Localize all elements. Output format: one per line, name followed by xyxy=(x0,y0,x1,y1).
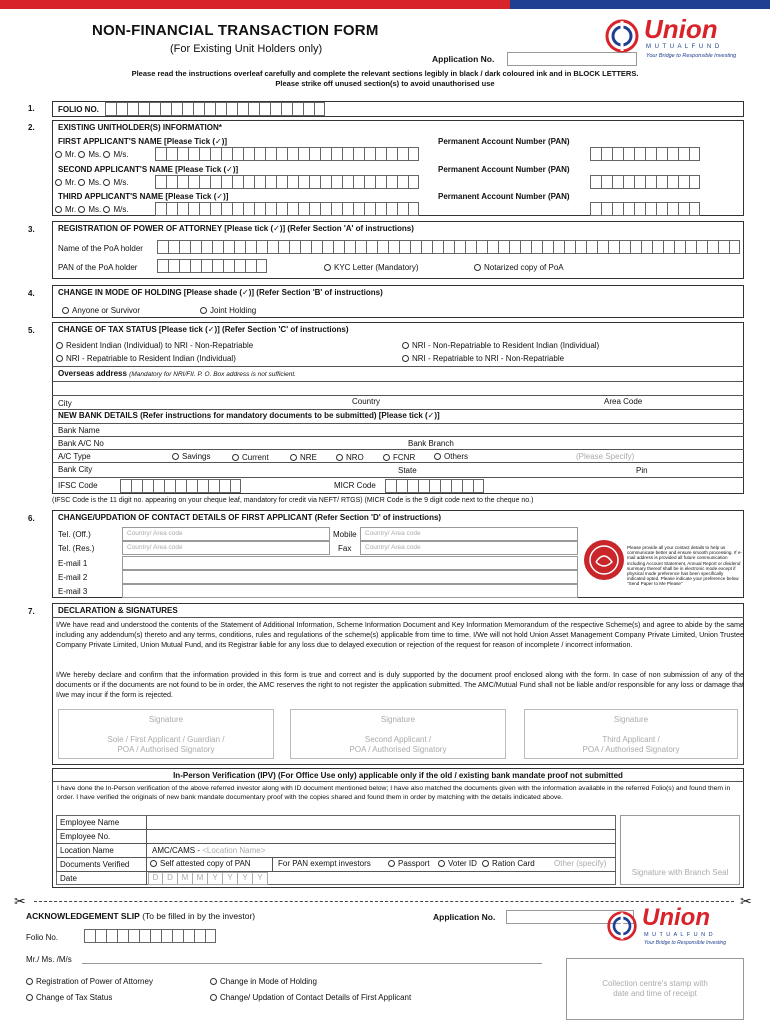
form-subtitle: (For Existing Unit Holders only) xyxy=(170,43,323,55)
email-2-label: E-mail 2 xyxy=(58,573,88,582)
email-2-input[interactable] xyxy=(122,570,578,584)
section-5-number: 5. xyxy=(28,326,35,335)
employee-name-label: Employee Name xyxy=(60,818,120,827)
nre-option[interactable]: NRE xyxy=(290,453,317,462)
first-title-options[interactable]: Mr. Ms. M/s. xyxy=(55,150,129,159)
email-3-label: E-mail 3 xyxy=(58,587,88,596)
section-6-title: CHANGE/UPDATION OF CONTACT DETAILS OF FIRST APPLICANT (Refer Section 'D' of instructions) xyxy=(58,513,442,522)
ration-card-option[interactable]: Ration Card xyxy=(482,859,535,868)
scissors-icon-left: ✂ xyxy=(14,893,26,909)
mobile-label: Mobile xyxy=(333,530,357,539)
ack-option-tax[interactable]: Change of Tax Status xyxy=(26,993,112,1002)
application-no-label: Application No. xyxy=(432,54,495,64)
location-value[interactable]: AMC/CAMS - <Location Name> xyxy=(152,846,266,855)
ack-name-line[interactable] xyxy=(82,963,542,964)
third-pan-cells[interactable] xyxy=(590,202,700,216)
micr-cells[interactable] xyxy=(385,479,484,493)
branch-seal-box[interactable]: Signature with Branch Seal xyxy=(620,815,740,885)
folio-cells[interactable] xyxy=(105,102,325,116)
ack-union-logo: Union M U T U A L F U N D Your Bridge to Responsible Investing xyxy=(600,906,760,950)
poa-name-cells[interactable] xyxy=(157,240,740,254)
section-3-number: 3. xyxy=(28,225,35,234)
pan-exempt-label: For PAN exempt investors xyxy=(278,859,371,868)
location-name-label: Location Name xyxy=(60,846,114,855)
area-code-label: Area Code xyxy=(604,397,643,406)
state-label: State xyxy=(398,466,417,475)
ifsc-label: IFSC Code xyxy=(58,481,98,490)
ack-folio-label: Folio No. xyxy=(26,933,59,942)
section-5-title: CHANGE OF TAX STATUS [Please tick (✓)] (Refer Section 'C' of instructions) xyxy=(58,325,349,334)
tax-option-4[interactable]: NRI - Repatriable to NRI - Non-Repatriable xyxy=(402,354,564,363)
instruction-line-2: Please strike off unused section(s) to avoid unauthorised use xyxy=(275,79,495,88)
ack-union-logo-icon xyxy=(606,908,638,944)
savings-option[interactable]: Savings xyxy=(172,452,210,461)
ifsc-cells[interactable] xyxy=(120,479,241,493)
documents-verified-label: Documents Verified xyxy=(60,860,130,869)
section-4-title: CHANGE IN MODE OF HOLDING [Please shade (✓)] (Refer Section 'B' of instructions) xyxy=(58,288,383,297)
ack-option-contact[interactable]: Change/ Updation of Contact Details of First Applicant xyxy=(210,993,411,1002)
micr-label: MICR Code xyxy=(334,481,376,490)
voter-id-option[interactable]: Voter ID xyxy=(438,859,477,868)
bank-name-label: Bank Name xyxy=(58,426,100,435)
tel-res-input[interactable]: Country/ Area code xyxy=(122,541,330,555)
union-logo-icon xyxy=(604,16,640,56)
nro-option[interactable]: NRO xyxy=(336,453,364,462)
bank-details-title: NEW BANK DETAILS (Refer instructions for mandatory documents to be submitted) [Please tick (✓)] xyxy=(58,411,440,420)
bank-branch-label: Bank Branch xyxy=(408,439,454,448)
overseas-address-label: Overseas address (Mandatory for NRI/FII. P. O. Box address is not sufficient. xyxy=(58,369,296,378)
first-pan-label: Permanent Account Number (PAN) xyxy=(438,137,570,146)
tax-option-3[interactable]: NRI - Non-Repatriable to Resident Indian (Individual) xyxy=(402,341,599,350)
section-3-title: REGISTRATION OF POWER OF ATTORNEY [Please tick (✓)] (Refer Section 'A' of instructions) xyxy=(58,224,414,233)
city-label: City xyxy=(58,399,72,408)
section-7-title: DECLARATION & SIGNATURES xyxy=(58,606,178,615)
second-applicant-label: SECOND APPLICANT'S NAME [Please Tick (✓)] xyxy=(58,165,239,174)
section-4-number: 4. xyxy=(28,289,35,298)
section-6-number: 6. xyxy=(28,514,35,523)
mobile-input[interactable]: Country/ Area code xyxy=(360,527,578,541)
date-label: Date xyxy=(60,874,77,883)
union-logo: Union M U T U A L F U N D Your Bridge to Responsible Investing xyxy=(600,14,760,62)
other-specify-hint: Other (specify) xyxy=(554,859,607,868)
folio-label: FOLIO NO. xyxy=(58,105,99,114)
section-1-number: 1. xyxy=(28,104,35,113)
section-2-number: 2. xyxy=(28,123,35,132)
ifsc-micr-note: (IFSC Code is the 11 digit no. appearing on your cheque leaf, mandatory for credit via NEFT/ RTGS) (MICR Code is the 9 digit code next to the cheque no.) xyxy=(52,497,534,504)
tel-res-label: Tel. (Res.) xyxy=(58,544,95,553)
first-pan-cells[interactable] xyxy=(590,147,700,161)
please-specify-hint: (Please Specify) xyxy=(576,452,635,461)
second-title-options[interactable]: Mr. Ms. M/s. xyxy=(55,178,129,187)
cut-line xyxy=(34,901,734,902)
country-label: Country xyxy=(352,397,381,406)
fax-input[interactable]: Country/ Area code xyxy=(360,541,578,555)
declaration-paragraph-2: I/We hereby declare and confirm that the information provided in this form is true and correct and is duly supported by the document proof enclosed along with the form. In case of non submission of any of the documents or if the documents are not found to be in order, the AMC reserves the right to not register the application submitted. The AMC/Mutual Fund shall not be liable and/or responsible for any loss or damage that I/we may incur if the form is rejected. xyxy=(56,670,744,699)
kyc-letter-option[interactable]: KYC Letter (Mandatory) xyxy=(324,263,418,272)
email-3-input[interactable] xyxy=(122,584,578,598)
ipv-text: I have done the In-Person verification of the above referred investor along with ID document mentioned below; I have also matched the documents given with the information available in the referred Folio(s) and found them in order. I have verified the originals of new bank mandate documentary proof with the copies shared and found them in order by matching with the details indicated above. xyxy=(57,785,731,801)
notarized-poa-option[interactable]: Notarized copy of PoA xyxy=(474,263,564,272)
first-applicant-label: FIRST APPLICANT'S NAME [Please Tick (✓)] xyxy=(58,137,228,146)
second-pan-label: Permanent Account Number (PAN) xyxy=(438,165,570,174)
tax-option-2[interactable]: NRI - Repatriable to Resident Indian (Individual) xyxy=(56,354,236,363)
section-2-title: EXISTING UNITHOLDER(S) INFORMATION* xyxy=(58,123,222,132)
tel-off-label: Tel. (Off.) xyxy=(58,530,91,539)
third-title-options[interactable]: Mr. Ms. M/s. xyxy=(55,205,129,214)
ack-name-label: Mr./ Ms. /M/s xyxy=(26,955,72,964)
date-cells[interactable]: D D M M Y Y Y Y xyxy=(148,872,268,885)
joint-holding-option[interactable]: Joint Holding xyxy=(200,306,256,315)
tel-off-input[interactable]: Country/ Area code xyxy=(122,527,330,541)
fax-label: Fax xyxy=(338,544,352,553)
ack-option-poa[interactable]: Registration of Power of Attorney xyxy=(26,977,153,986)
ipv-title: In-Person Verification (IPV) (For Office Use only) applicable only if the old / existing bank mandate proof not submitted xyxy=(173,771,623,780)
bank-city-label: Bank City xyxy=(58,465,93,474)
poa-pan-cells[interactable] xyxy=(157,259,267,273)
ack-folio-cells[interactable] xyxy=(84,929,216,943)
anyone-or-survivor-option[interactable]: Anyone or Survivor xyxy=(62,306,140,315)
ack-option-holding[interactable]: Change in Mode of Holding xyxy=(210,977,317,986)
third-pan-label: Permanent Account Number (PAN) xyxy=(438,192,570,201)
signature-box-3[interactable]: Signature Third Applicant / POA / Authorised Signatory xyxy=(524,709,738,759)
signature-box-1[interactable]: Signature Sole / First Applicant / Guardian / POA / Authorised Signatory xyxy=(58,709,274,759)
email-1-label: E-mail 1 xyxy=(58,559,88,568)
section-7-number: 7. xyxy=(28,607,35,616)
third-name-cells[interactable] xyxy=(155,202,419,216)
second-pan-cells[interactable] xyxy=(590,175,700,189)
second-name-cells[interactable] xyxy=(155,175,419,189)
signature-box-2[interactable]: Signature Second Applicant / POA / Authorised Signatory xyxy=(290,709,506,759)
tax-option-1[interactable]: Resident Indian (Individual) to NRI - Non-Repatriable xyxy=(56,341,253,350)
third-applicant-label: THIRD APPLICANT'S NAME [Please Tick (✓)] xyxy=(58,192,229,201)
ac-type-label: A/C Type xyxy=(58,452,91,461)
eco-badge-icon xyxy=(584,540,624,580)
bank-ac-label: Bank A/C No xyxy=(58,439,104,448)
declaration-paragraph-1: I/We have read and understood the contents of the Statement of Additional Information, Scheme Information Document and Key Information Memorandum of the respective Scheme(s) and agree to abide by the same including any addendum(s) thereto and any terms, conditions, rules and regulations of the scheme(s) applicable from time to time. I/We will not hold Union Asset Management Company Private Limited, Union Trustee Company Private Limited, Union Mutual Fund, and its Registrar liable for any loss due to delayed execution or rejection of the request for reason of incomplete / incorrect information. xyxy=(56,620,744,649)
email-1-input[interactable] xyxy=(122,556,578,570)
pin-label: Pin xyxy=(636,466,648,475)
instruction-line-1: Please read the instructions overleaf carefully and complete the relevant sections legibly in black / dark coloured ink and in BLOCK LETTERS. xyxy=(131,69,639,78)
ack-title: ACKNOWLEDGEMENT SLIP (To be filled in by the investor) xyxy=(26,911,256,921)
poa-name-label: Name of the PoA holder xyxy=(58,244,143,253)
top-color-bar xyxy=(0,0,770,9)
eco-note-text: Please provide all your contact details to help us communicate better and ensure smooth processing. If e-mail address is provided all future communication including Account Statement, Annual Report or dividend summary thereof shall be in electronic mode except if physical mode preference has been specifically indicated opted. Please indicate your preference below "Send Paper to Me Please" xyxy=(627,545,742,587)
passport-option[interactable]: Passport xyxy=(388,859,430,868)
ipv-table xyxy=(56,815,616,885)
self-attested-pan-option[interactable]: Self attested copy of PAN xyxy=(150,859,251,868)
ack-stamp-box[interactable]: Collection centre's stamp with date and time of receipt xyxy=(566,958,744,1020)
form-title: NON-FINANCIAL TRANSACTION FORM xyxy=(92,22,379,39)
current-option[interactable]: Current xyxy=(232,453,269,462)
poa-pan-label: PAN of the PoA holder xyxy=(58,263,138,272)
others-option[interactable]: Others xyxy=(434,452,468,461)
employee-no-label: Employee No. xyxy=(60,832,111,841)
fcnr-option[interactable]: FCNR xyxy=(383,453,415,462)
scissors-icon-right: ✂ xyxy=(740,893,752,909)
ack-application-no-label: Application No. xyxy=(433,912,496,922)
first-name-cells[interactable] xyxy=(155,147,419,161)
